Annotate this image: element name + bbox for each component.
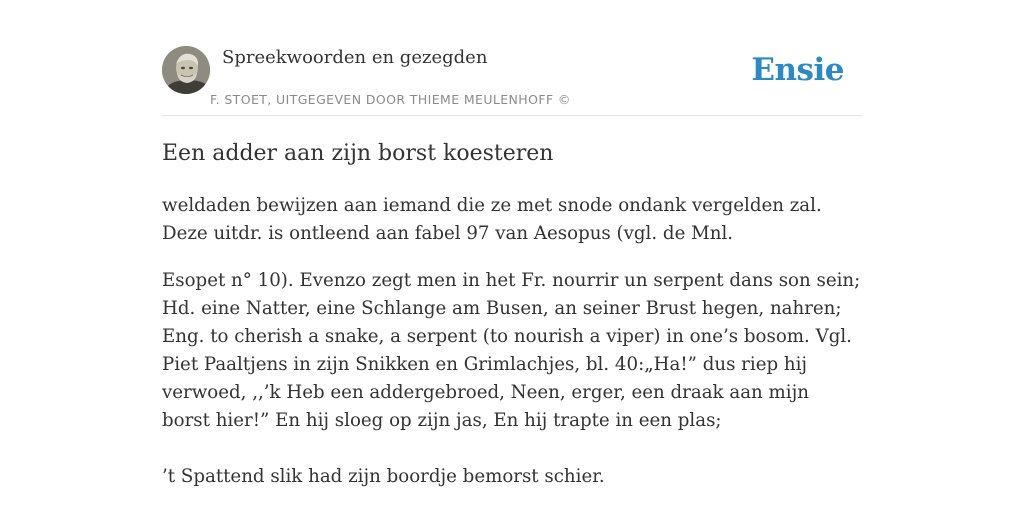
entry-paragraph: weldaden bewijzen aan iemand die ze met snode ondank vergelden zal. Deze uitdr. is ontleend aan fabel 97 van Aesopus (vgl. de Mnl. [162,195,822,244]
source-title[interactable]: Spreekwoorden en gezegden [222,47,488,68]
source-header [162,46,862,116]
author-avatar[interactable] [162,46,210,94]
entry-paragraph: Esopet n° 10). Evenzo zegt men in het Fr. nourrir un serpent dans son sein; Hd. eine Natter, eine Schlange am Busen, an seiner Brust hegen, nahren; Eng. to cherish a snake, a serpent (to nourish a viper) in one’s bosom. Vgl. Piet Paaltjens in zijn Snikken en Grimlachjes, bl. 40:„Ha!” dus riep hij verwoed, ,,’k Heb een addergebroed, Neen, erger, een draak aan mijn borst hier!” En hij sloeg op zijn jas, En hij trapte in een plas; [162,270,861,431]
brand-logo[interactable]: Ensie [751,52,844,88]
entry-paragraph: ’t Spattend slik had zijn boordje bemorst schier. [162,466,605,487]
author-portrait-icon [162,46,210,94]
entry-title: Een adder aan zijn borst koesteren [162,141,554,166]
source-credit: F. STOET, UITGEGEVEN DOOR THIEME MEULENHOFF © [210,92,571,107]
